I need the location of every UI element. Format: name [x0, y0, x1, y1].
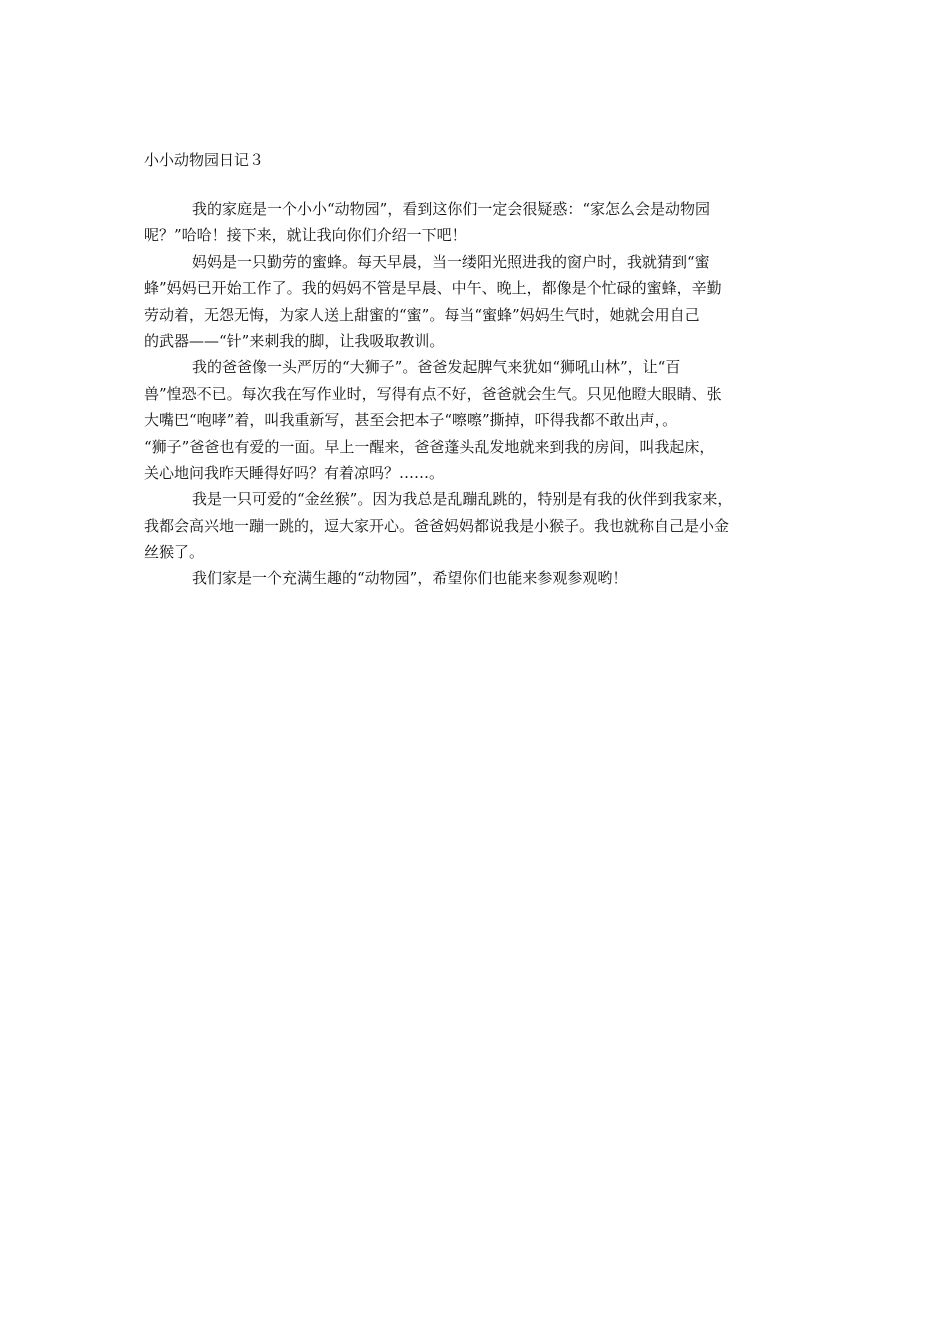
text-line: 我的爸爸像一头严厉的“大狮子”。爸爸发起脾气来犹如“狮吼山林”，让“百: [192, 358, 681, 377]
text-line: 呢？”哈哈！接下来，就让我向你们介绍一下吧！: [144, 226, 467, 245]
text-line: “狮子”爸爸也有爱的一面。早上一醒来，爸爸蓬头乱发地就来到我的房间，叫我起床，: [144, 437, 715, 456]
text-line: 蜂”妈妈已开始工作了。我的妈妈不管是早晨、中午、晚上，都像是个忙碌的蜜蜂，辛勤: [144, 279, 722, 298]
text-line: 大嘴巴“咆哮”着，叫我重新写，甚至会把本子“嚓嚓”撕掉，吓得我都不敢出声，。: [144, 411, 678, 430]
text-line: 我是一只可爱的“金丝猴”。因为我总是乱蹦乱跳的，特别是有我的伙伴到我家来，: [192, 490, 733, 509]
text-line: 妈妈是一只勤劳的蜜蜂。每天早晨，当一缕阳光照进我的窗户时，我就猜到“蜜: [192, 252, 710, 271]
document-body: [144, 196, 824, 592]
document-title: 小小动物园日记３: [144, 151, 265, 169]
text-line: 的武器——“针”来刺我的脚，让我吸取教训。: [144, 331, 445, 350]
text-line: 丝猴了。: [144, 543, 205, 562]
text-line: 我的家庭是一个小小“动物园”，看到这你们一定会很疑惑：“家怎么会是动物园: [192, 200, 711, 218]
text-line: 兽”惶恐不已。每次我在写作业时，写得有点不好，爸爸就会生气。只见他瞪大眼睛、张: [144, 384, 722, 403]
text-line: 劳动着，无怨无悔，为家人送上甜蜜的“蜜”。每当“蜜蜂”妈妈生气时，她就会用自己: [144, 305, 700, 324]
text-line: 我都会高兴地一蹦一跳的，逗大家开心。爸爸妈妈都说我是小猴子。我也就称自己是小金: [144, 516, 730, 535]
text-line: 我们家是一个充满生趣的“动物园”，希望你们也能来参观参观哟！: [192, 569, 628, 588]
text-line: 关心地问我昨天睡得好吗？有着凉吗？……。: [144, 463, 445, 482]
